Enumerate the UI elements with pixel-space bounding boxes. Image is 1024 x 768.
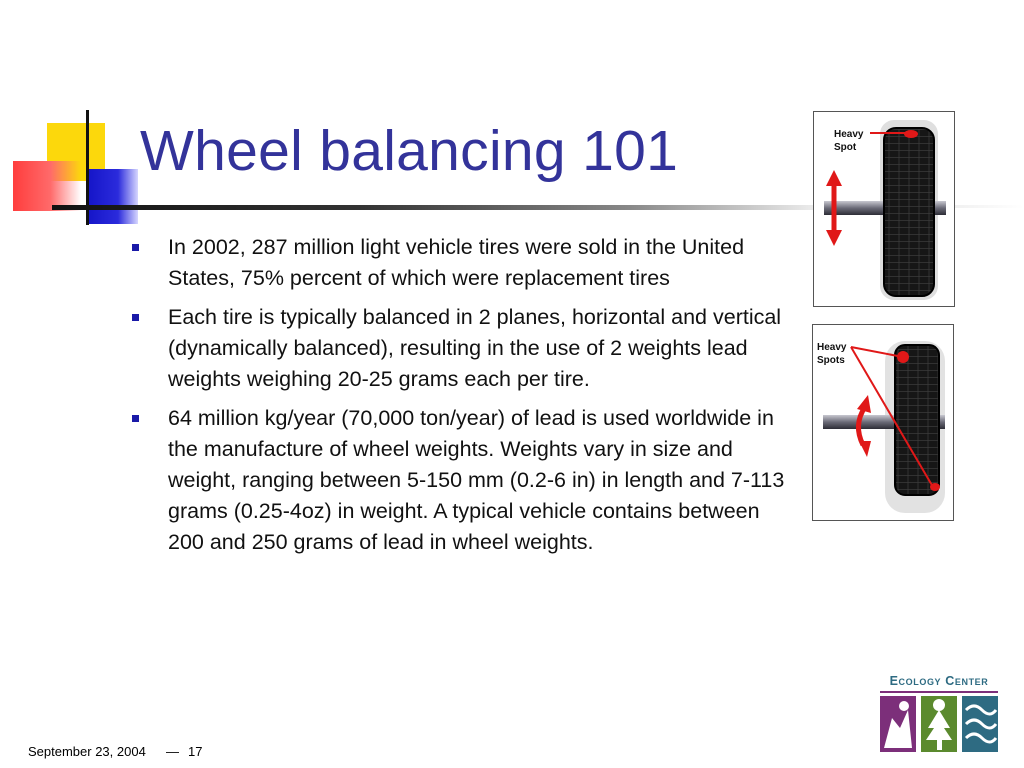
bullet-text: Each tire is typically balanced in 2 planes, horizontal and vertical (dynamically balanced), resulting in the use of 2 weights lead weights weighing 20-25 grams each per tire. <box>168 305 782 391</box>
bullet-list <box>128 232 800 566</box>
deco-blue-square <box>88 169 138 224</box>
ecology-center-logo <box>878 672 1000 754</box>
svg-text:Spots: Spots <box>817 355 845 366</box>
logo-title: Ecology Center <box>889 674 989 688</box>
dynamic-imbalance-figure <box>812 324 954 521</box>
tire-dynamic-icon <box>813 325 953 520</box>
svg-text:Spot: Spot <box>834 142 857 153</box>
bullet-text: 64 million kg/year (70,000 ton/year) of lead is used worldwide in the manufacture of wheel weights. Weights vary in size and weight, ranging between 5-150 mm (0.2-6 in) in length and 7-113 grams (0.25-4oz) in weight. A typical vehicle contains between 200 and 250 grams of lead in wheel weights. <box>168 406 785 554</box>
bullet-item <box>128 302 800 395</box>
deco-red-square <box>13 161 81 211</box>
bullet-square-icon <box>132 244 139 251</box>
logo-emblem-icon <box>878 696 1000 754</box>
static-imbalance-figure <box>813 111 955 307</box>
bullet-item <box>128 403 800 558</box>
page-number: 17 <box>188 744 203 759</box>
footer-date: September 23, 2004 <box>28 744 146 759</box>
footer-separator: — <box>166 744 179 759</box>
title-underline <box>52 205 822 210</box>
slide-title: Wheel balancing 101 <box>140 119 679 183</box>
bullet-text: In 2002, 287 million light vehicle tires were sold in the United States, 75% percent of which were replacement tires <box>168 235 745 290</box>
tire-static-icon <box>814 112 954 306</box>
svg-text:Heavy: Heavy <box>817 342 847 353</box>
svg-text:Heavy: Heavy <box>834 129 864 140</box>
bullet-item <box>128 232 800 294</box>
logo-divider <box>880 691 998 693</box>
bullet-square-icon <box>132 314 139 321</box>
bullet-square-icon <box>132 415 139 422</box>
